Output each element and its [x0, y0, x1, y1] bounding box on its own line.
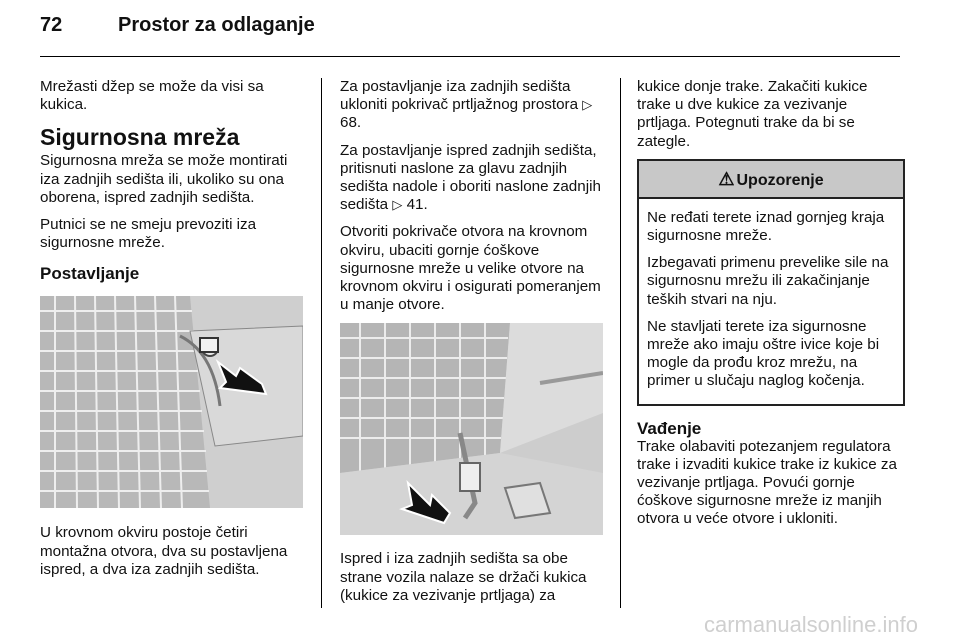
intro-text: Mrežasti džep se može da visi sa kukica. [40, 78, 264, 114]
warning-text: Izbegavati primenu prevelike sile na sigurnosnu mrežu ili zakačinjanje teških stvari na nju. [647, 254, 889, 308]
warning-text: Ne ređati terete iznad gornjeg kraja sigurnosne mreže. [647, 208, 885, 245]
section-heading: Sigurnosna mreža [40, 124, 240, 151]
page-number: 72 [40, 14, 63, 36]
warning-body [639, 199, 903, 404]
column-divider [321, 78, 322, 608]
header-rule [40, 56, 900, 57]
warning-title: Upozorenje [736, 171, 824, 189]
column-divider [620, 78, 621, 608]
paragraph: kukice donje trake. Zakačiti kukice trake u dve kukice za vezivanje prtljaga. Potegnuti trake da bi se zategle. [637, 78, 868, 150]
paragraph: Otvoriti pokrivače otvora na krovnom okviru, ubaciti gornje ćoškove sigurnosne mreže u velike otvore na krovnom okviru i osigurati pomeranjem u manje otvore. [340, 223, 601, 314]
subheading: Postavljanje [40, 264, 140, 284]
page-title: Prostor za odlaganje [118, 14, 315, 36]
figure-caption: U krovnom okviru postoje četiri montažna otvora, dva su postavljena ispred, a dva iza zadnjih sedišta. [40, 524, 288, 578]
paragraph: Ispred i iza zadnjih sedišta sa obe strane vozila nalaze se držači kukica (kukice za vezivanje prtljaga) za [340, 550, 587, 604]
column-1 [40, 78, 308, 588]
reference-arrow-icon: ▷ [392, 197, 403, 213]
illustration-floor-hooks [340, 323, 603, 535]
warning-header [639, 161, 903, 199]
page-reference: 68. [340, 114, 362, 132]
paragraph: Trake olabaviti potezanjem regulatora trake i izvaditi kukice trake iz kukice za vezivanje prtljaga. Povući gornje ćoškove sigurnosne mreže iz manjih otvora u veće otvore i ukloniti. [637, 437, 897, 528]
reference-arrow-icon: ▷ [582, 97, 593, 113]
paragraph: Za postavljanje ispred zadnjih sedišta, pritisnuti naslone za glavu zadnjih sedišta nadole i oboriti naslone zadnjih sedišta ▷ 41. [340, 141, 601, 214]
illustration-roof-mount [40, 296, 303, 508]
paragraph: Putnici se ne smeju prevoziti iza sigurnosne mreže. [40, 216, 257, 252]
warning-icon: ⚠ [718, 168, 735, 189]
column-2 [340, 78, 606, 614]
warning-box [637, 159, 905, 406]
warning-text: Ne stavljati terete iza sigurnosne mreže ako imaju oštre ivice koje bi mogle da prođu kroz mrežu, na primer u slučaju naglog kočenja. [647, 317, 880, 390]
page-reference: 41. [406, 196, 428, 214]
subheading: Vađenje [637, 418, 702, 438]
column-3 [637, 78, 905, 538]
paragraph: Za postavljanje iza zadnjih sedišta ukloniti pokrivač prtljažnog prostora ▷ 68. [340, 78, 593, 132]
watermark: carmanualsonline.info [703, 612, 918, 637]
paragraph: Sigurnosna mreža se može montirati iza zadnjih sedišta ili, ukoliko su ona oborena, ispred zadnjih sedišta. [40, 152, 288, 206]
